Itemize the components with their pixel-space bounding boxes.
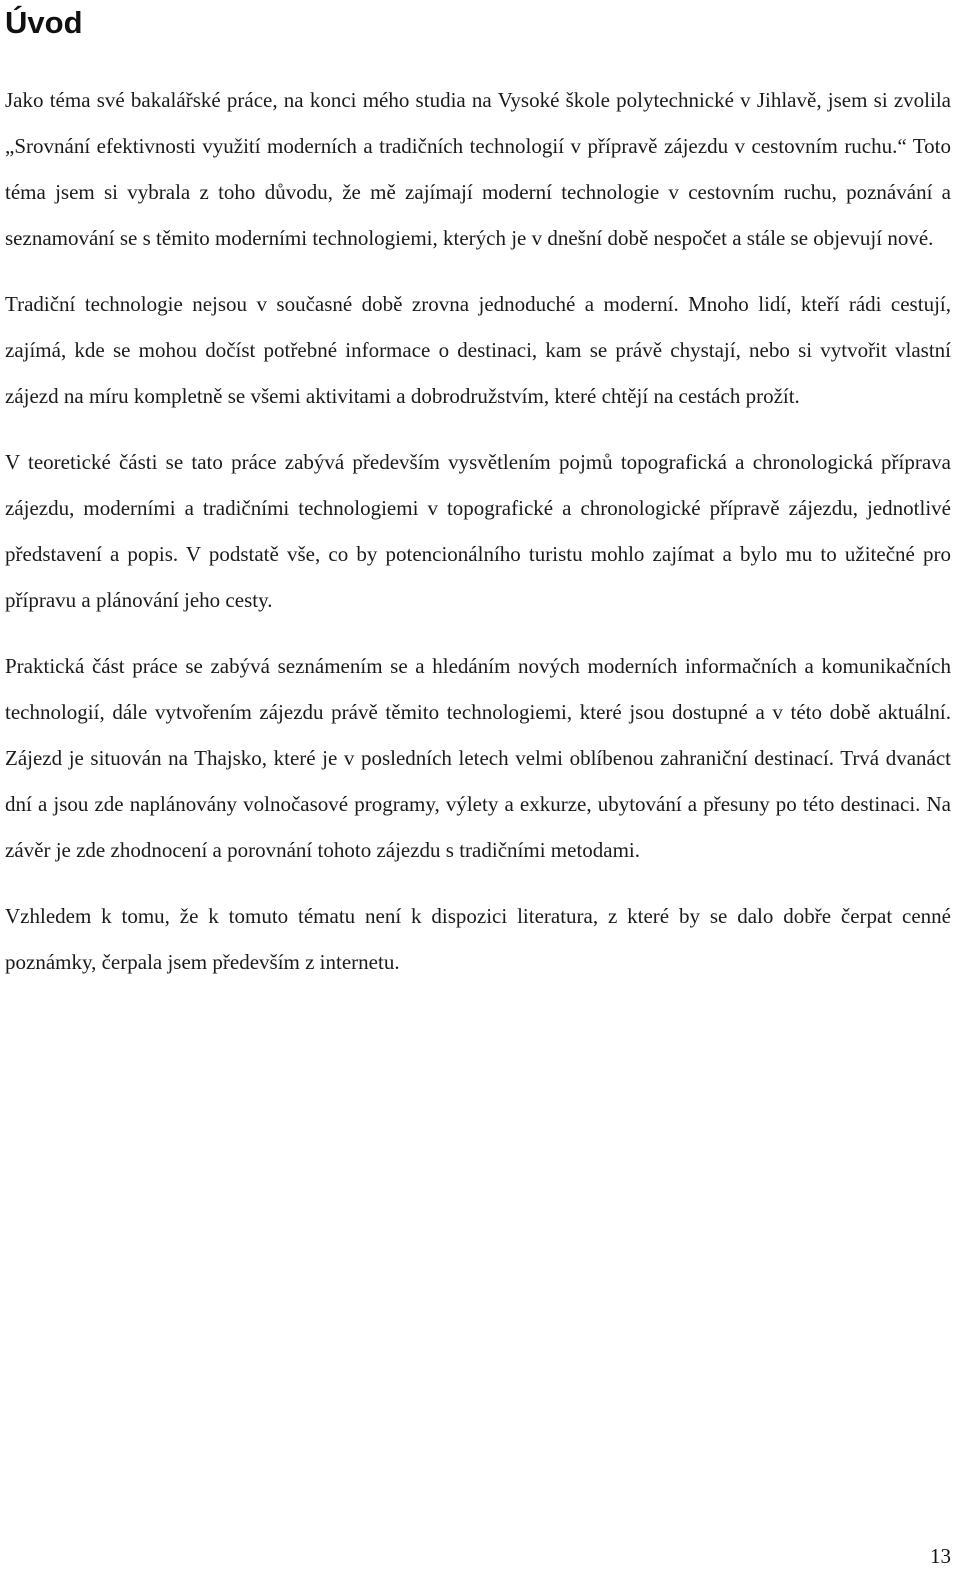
body-text: [5, 77, 951, 1005]
paragraph-1: Jako téma své bakalářské práce, na konci mého studia na Vysoké škole polytechnické v Jihlavě, jsem si zvolila „Srovnání efektivnosti využití moderních a tradičních technologií v přípravě zájezdu v cestovním ruchu.“ Toto téma jsem si vybrala z toho důvodu, že mě zajímají moderní technologie v cestovním ruchu, poznávání a seznamování se s těmito moderními technologiemi, kterých je v dnešní době nespočet a stále se objevují nové.: [5, 88, 951, 250]
page-number: 13: [930, 1544, 951, 1568]
paragraph-5: Vzhledem k tomu, že k tomuto tématu není k dispozici literatura, z které by se dalo dobře čerpat cenné poznámky, čerpala jsem především z internetu.: [5, 904, 951, 974]
paragraph-2: Tradiční technologie nejsou v současné době zrovna jednoduché a moderní. Mnoho lidí, kteří rádi cestují, zajímá, kde se mohou dočíst potřebné informace o destinaci, kam se právě chystají, nebo si vytvořit vlastní zájezd na míru kompletně se všemi aktivitami a dobrodružstvím, které chtějí na cestách prožít.: [5, 292, 951, 408]
page-title: Úvod: [5, 5, 83, 40]
paragraph-4: Praktická část práce se zabývá seznámením se a hledáním nových moderních informačních a komunikačních technologií, dále vytvořením zájezdu právě těmito technologiemi, které jsou dostupné a v této době aktuální. Zájezd je situován na Thajsko, které je v posledních letech velmi oblíbenou zahraniční destinací. Trvá dvanáct dní a jsou zde naplánovány volnočasové programy, výlety a exkurze, ubytování a přesuny po této destinaci. Na závěr je zde zhodnocení a porovnání tohoto zájezdu s tradičními metodami.: [5, 654, 951, 862]
paragraph-3: V teoretické části se tato práce zabývá především vysvětlením pojmů topografická a chronologická příprava zájezdu, moderními a tradičními technologiemi v topografické a chronologické přípravě zájezdu, jednotlivé představení a popis. V podstatě vše, co by potencionálního turistu mohlo zajímat a bylo mu to užitečné pro přípravu a plánování jeho cesty.: [5, 450, 951, 612]
